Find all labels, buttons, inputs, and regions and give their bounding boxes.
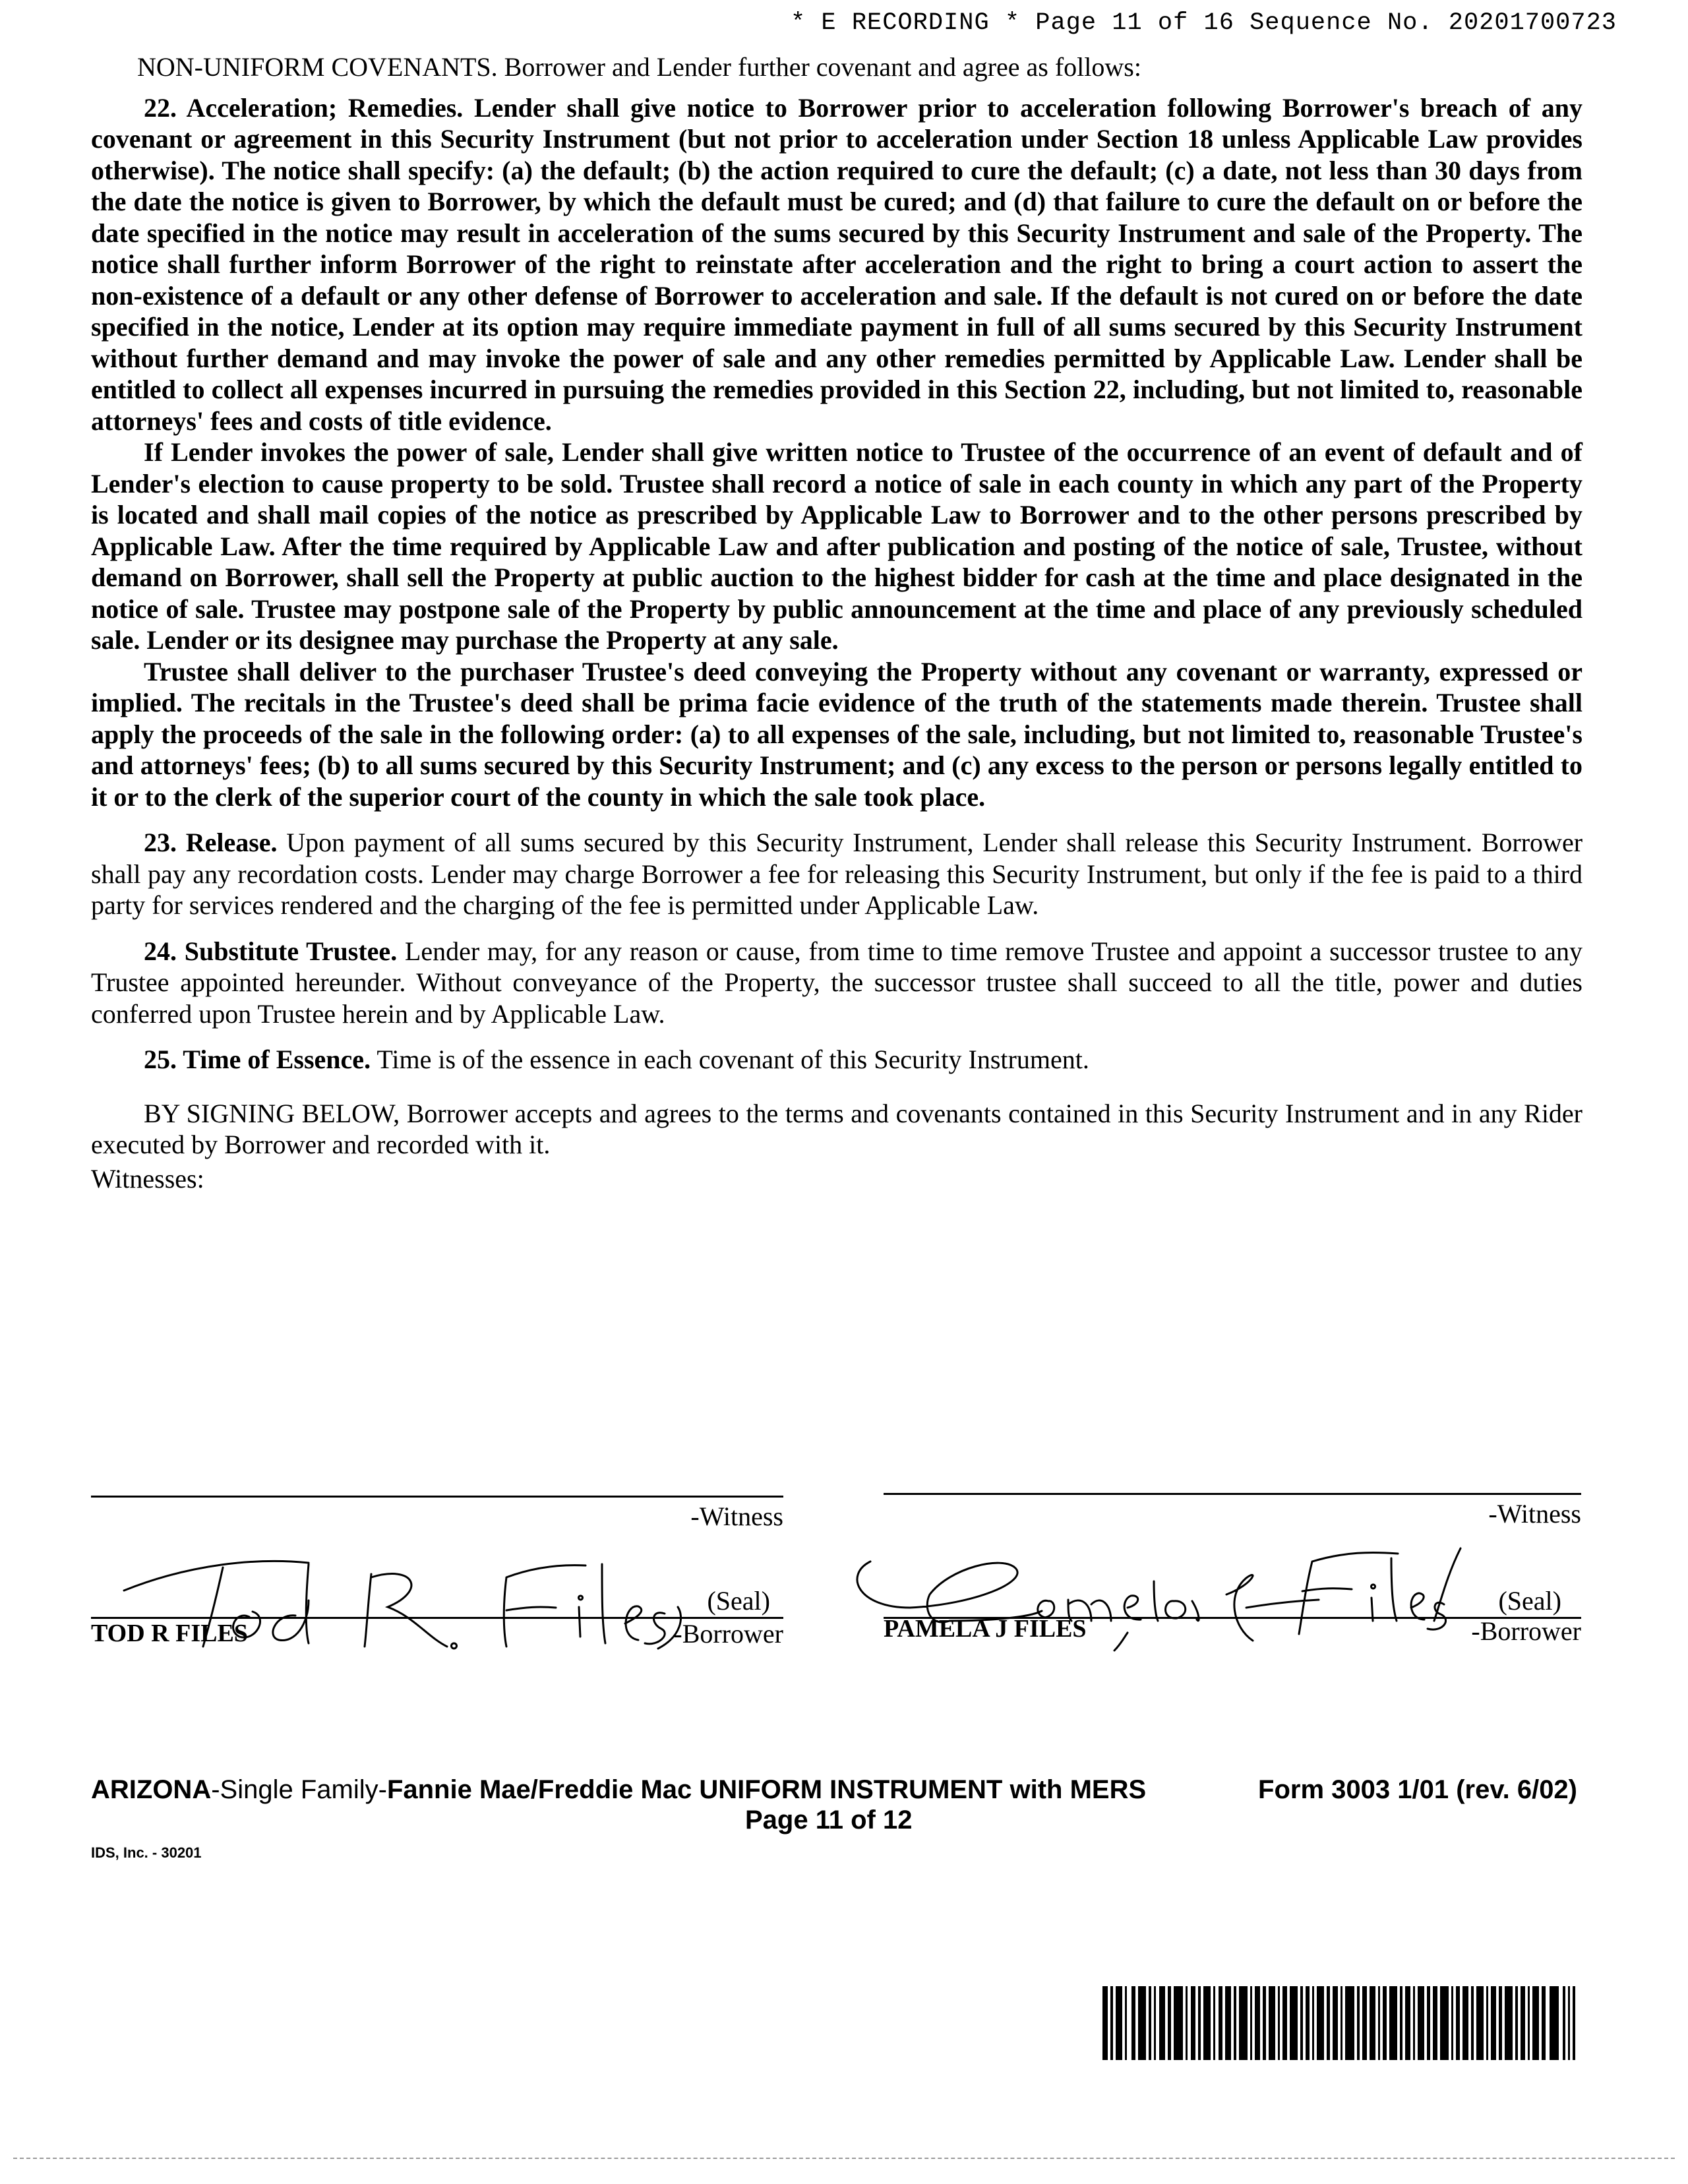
witness-line — [91, 1496, 783, 1498]
section-23-label: 23. Release. — [144, 828, 278, 857]
form-type-part2: Fannie Mae/Freddie Mac UNIFORM INSTRUMENT with MERS — [386, 1775, 1147, 1804]
non-uniform-covenants-intro: NON-UNIFORM COVENANTS. Borrower and Lender further covenant and agree as follows: — [137, 52, 1141, 82]
section-25-paragraph — [91, 1044, 1582, 1076]
section-25-text: Time is of the essence in each covenant of this Security Instrument. — [377, 1045, 1089, 1074]
seal-tag: (Seal) — [1498, 1586, 1561, 1616]
borrower-2-name: PAMELA J FILES — [884, 1615, 1087, 1643]
section-22-paragraph-3: Trustee shall deliver to the purchaser Trustee's deed conveying the Property without any covenant or warranty, expressed or implied. The recitals in the Trustee's deed shall be prima facie evidence of the truth of the statements made therein. Trustee shall apply the proceeds of the sale in the following order: (a) to all expenses of the sale, including, but not limited to, reasonable Trustee's and attorneys' fees; (b) to all sums secured by this Security Instrument; and (c) any excess to the person or persons legally entitled to it or to the clerk of the superior court of the county in which the sale took place. — [91, 656, 1582, 812]
borrower-tag: -Borrower — [1471, 1616, 1581, 1646]
section-25-label: 25. Time of Essence. — [144, 1045, 371, 1074]
section-22-paragraph-1 — [91, 92, 1582, 437]
recording-header: * E RECORDING * Page 11 of 16 Sequence No. 20201700723 — [791, 9, 1617, 37]
section-23-text: Upon payment of all sums secured by this Security Instrument, Lender shall release this Security Instrument. Borrower shall pay any recordation costs. Lender may charge Borrower a fee for releasing this Security Instrument, but only if the fee is paid to a third party for services rendered and the charging of the fee is permitted under Applicable Law. — [91, 828, 1583, 920]
form-title — [91, 1775, 1146, 1805]
document-body — [91, 51, 1582, 1194]
ids-code: IDS, Inc. - 30201 — [91, 1844, 202, 1861]
signing-statement: BY SIGNING BELOW, Borrower accepts and agrees to the terms and covenants contained in this Security Instrument and in any Rider executed by Borrower and recorded with it. — [91, 1098, 1582, 1159]
bottom-scan-edge — [13, 2158, 1675, 2159]
witnesses-label: Witnesses: — [91, 1163, 204, 1194]
form-type-part1: -Single Family- — [211, 1775, 387, 1804]
barcode-image — [1102, 1986, 1576, 2060]
borrower-1-signature-block — [91, 1485, 783, 1656]
form-number: Form 3003 1/01 (rev. 6/02) — [1258, 1775, 1577, 1804]
section-22-text-1: Lender shall give notice to Borrower prior to acceleration following Borrower's breach of any covenant or agreement in this Security Instrument (but not prior to acceleration under Section 18 unless Applicable Law provides otherwise). The notice shall specify: (a) the default; (b) the action required to cure the default; (c) a date, not less than 30 days from the date the notice is given to Borrower, by which the default must be cured; and (d) that failure to cure the default on or before the date specified in the notice may result in acceleration of the sums secured by this Security Instrument and sale of the Property. The notice shall further inform Borrower of the right to reinstate after acceleration and the right to bring a court action to assert the non-existence of a default or any other defense of Borrower to acceleration and sale. If the default is not cured on or before the date specified in the notice, Lender at its option may require immediate payment in full of all sums secured by this Security Instrument without further demand and may invoke the power of sale and any other remedies permitted by Applicable Law. Lender shall be entitled to collect all expenses incurred in pursuing the remedies provided in this Section 22, including, but not limited to, reasonable attorneys' fees and costs of title evidence. — [91, 92, 1583, 436]
borrower-1-name: TOD R FILES — [91, 1620, 248, 1647]
form-state: ARIZONA — [91, 1775, 212, 1804]
section-24-paragraph — [91, 936, 1582, 1030]
section-23-paragraph — [91, 827, 1582, 921]
witness-line — [884, 1493, 1581, 1495]
borrower-tag: -Borrower — [673, 1619, 783, 1649]
witness-tag: -Witness — [1488, 1499, 1581, 1529]
witness-tag: -Witness — [690, 1502, 783, 1531]
section-24-text: Lender may, for any reason or cause, from time to time remove Trustee and appoint a successor trustee to any Trustee appointed hereunder. Without conveyance of the Property, the successor trustee shall succeed to all the title, power and duties conferred upon Trustee herein and by Applicable Law. — [91, 936, 1583, 1029]
section-22-label: 22. Acceleration; Remedies. — [144, 92, 464, 123]
section-24-label: 24. Substitute Trustee. — [144, 936, 398, 966]
borrower-2-signature-block — [884, 1482, 1581, 1654]
page-number: Page 11 of 12 — [745, 1805, 913, 1835]
seal-tag: (Seal) — [707, 1586, 770, 1616]
section-22-paragraph-2: If Lender invokes the power of sale, Lender shall give written notice to Trustee of the occurrence of an event of default and of Lender's election to cause property to be sold. Trustee shall record a notice of sale in each county in which any part of the Property is located and shall mail copies of the notice as prescribed by Applicable Law to Borrower and to the other persons prescribed by Applicable Law. After the time required by Applicable Law and after publication and posting of the notice of sale, Trustee, without demand on Borrower, shall sell the Property at public auction to the highest bidder for cash at the time and place designated in the notice of sale. Trustee may postpone sale of the Property by public announcement at the time and place of any previously scheduled sale. Lender or its designee may purchase the Property at any sale. — [91, 437, 1582, 655]
handwritten-signature-pamela-files — [831, 1522, 1464, 1667]
